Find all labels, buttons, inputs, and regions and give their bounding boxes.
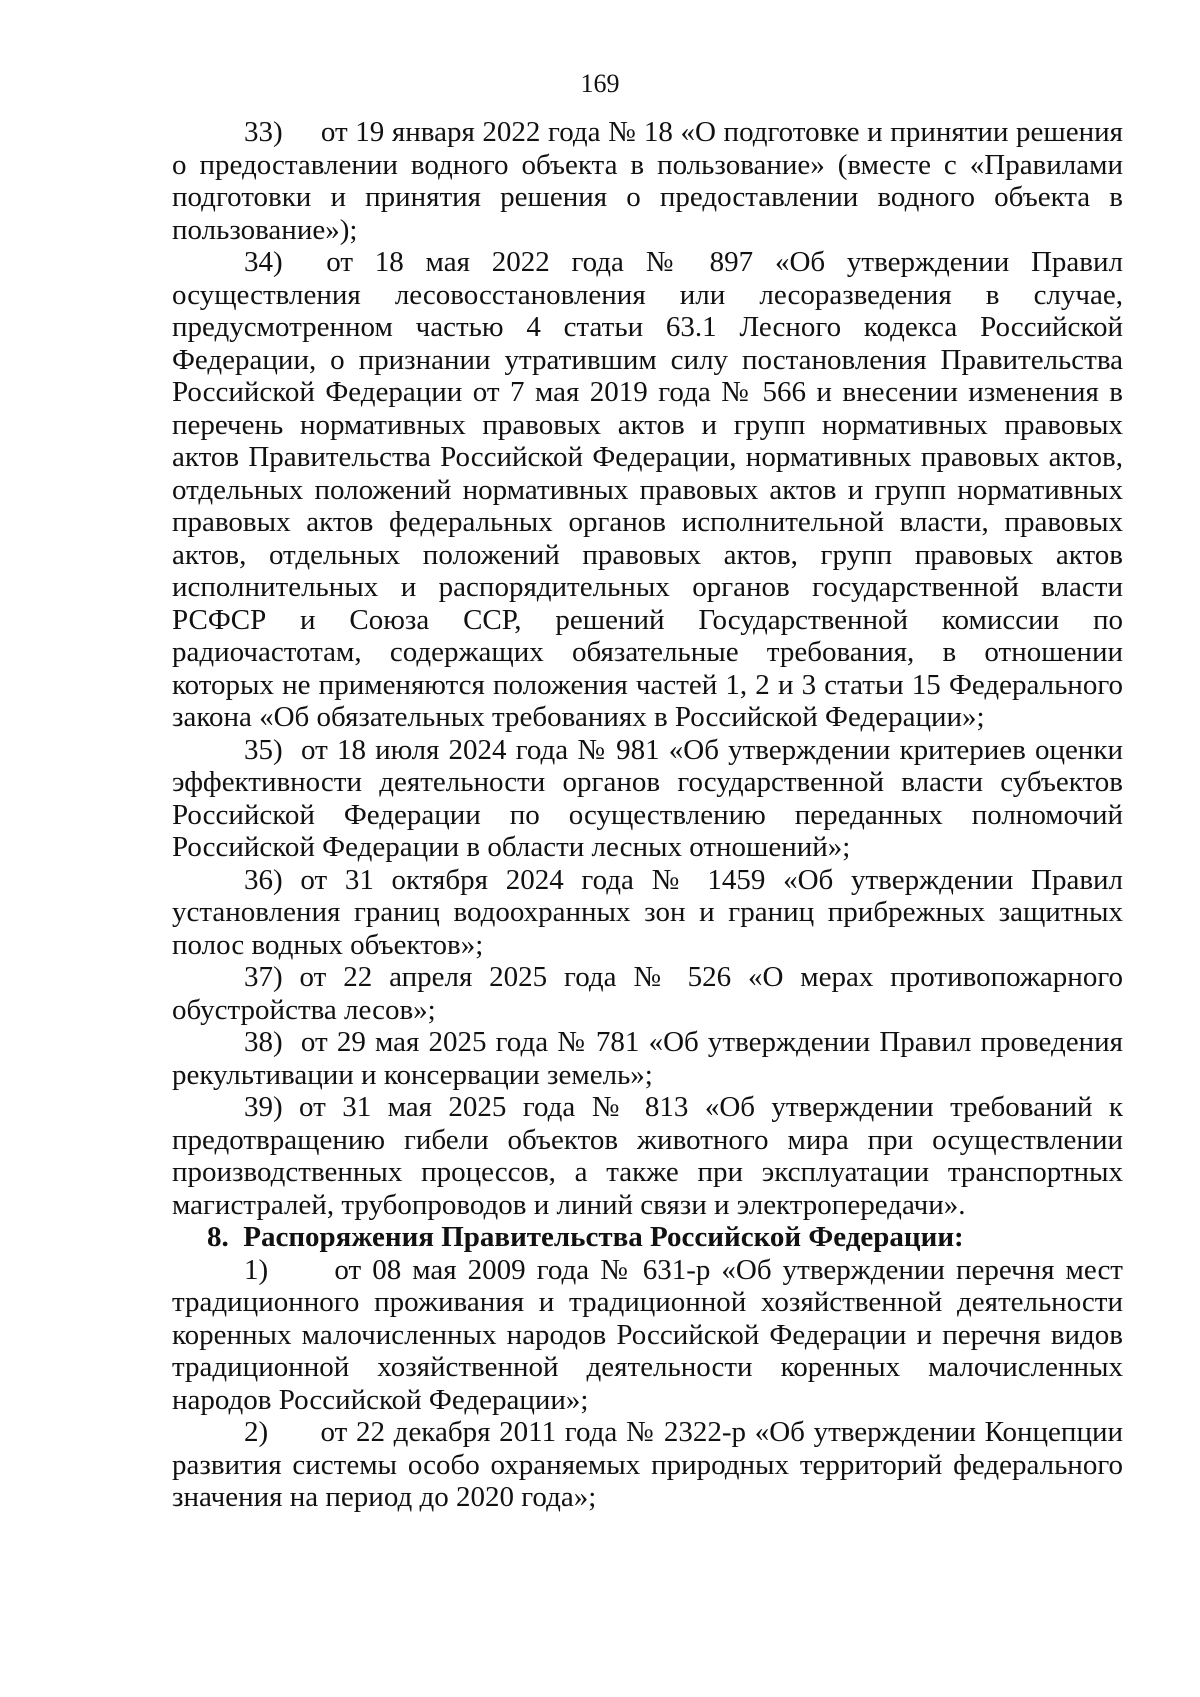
list-item-36: 36) от 31 октября 2024 года № 1459 «Об утверждении Правил установления границ водоохранных зон и границ прибрежных защитных полос водных объектов»; bbox=[172, 863, 1123, 961]
section-list-item-2: 2) от 22 декабря 2011 года № 2322-р «Об утверждении Концепции развития системы особо охраняемых природных территорий федерального значения на период до 2020 года»; bbox=[172, 1416, 1123, 1513]
section-list-item-1: 1) от 08 мая 2009 года № 631-р «Об утверждении перечня мест традиционного проживания и традиционной хозяйственной деятельности коренных малочисленных народов Российской Федерации и перечня видов традиционной хозяйственной деятельности коренных малочисленных народов Российской Федерации»; bbox=[172, 1253, 1123, 1416]
list-item-34: 34) от 18 мая 2022 года № 897 «Об утверждении Правил осуществления лесовосстановления или лесоразведения в случае, предусмотренном частью 4 статьи 63.1 Лесного кодекса Российской Федерации, о признании утратившим силу постановления Правительства Российской Федерации от 7 мая 2019 года № 566 и внесении изменения в перечень нормативных правовых актов и групп нормативных правовых актов Правительства Российской Федерации, нормативных правовых актов, отдельных положений нормативных правовых актов и групп нормативных правовых актов федеральных органов исполнительной власти, правовых актов, отдельных положений правовых актов, групп правовых актов исполнительных и распорядительных органов государственной власти РСФСР и Союза ССР, решений Государственной комиссии по радиочастотам, содержащих обязательные требования, в отношении которых не применяются положения частей 1, 2 и 3 статьи 15 Федерального закона «Об обязательных требованиях в Российской Федерации»; bbox=[172, 246, 1123, 733]
page-number: 169 bbox=[580, 69, 620, 98]
list-item-35: 35) от 18 июля 2024 года № 981 «Об утверждении критериев оценки эффективности деятельности органов государственной власти субъектов Российской Федерации по осуществлению переданных полномочий Российской Федерации в области лесных отношений»; bbox=[172, 733, 1123, 863]
list-item-39: 39) от 31 мая 2025 года № 813 «Об утверждении требований к предотвращению гибели объектов животного мира при осуществлении производственных процессов, а также при эксплуатации транспортных магистралей, трубопроводов и линий связи и электропередачи». bbox=[172, 1091, 1123, 1221]
document-body bbox=[172, 116, 1123, 1514]
section-heading: 8. Распоряжения Правительства Российской Федерации: bbox=[207, 1221, 964, 1253]
list-item-33: 33) от 19 января 2022 года № 18 «О подготовке и принятии решения о предоставлении водного объекта в пользование» (вместе с «Правилами подготовки и принятия решения о предоставлении водного объекта в пользование»); bbox=[172, 116, 1123, 246]
list-item-38: 38) от 29 мая 2025 года № 781 «Об утверждении Правил проведения рекультивации и консервации земель»; bbox=[172, 1026, 1123, 1091]
list-item-37: 37) от 22 апреля 2025 года № 526 «О мерах противопожарного обустройства лесов»; bbox=[172, 961, 1123, 1026]
